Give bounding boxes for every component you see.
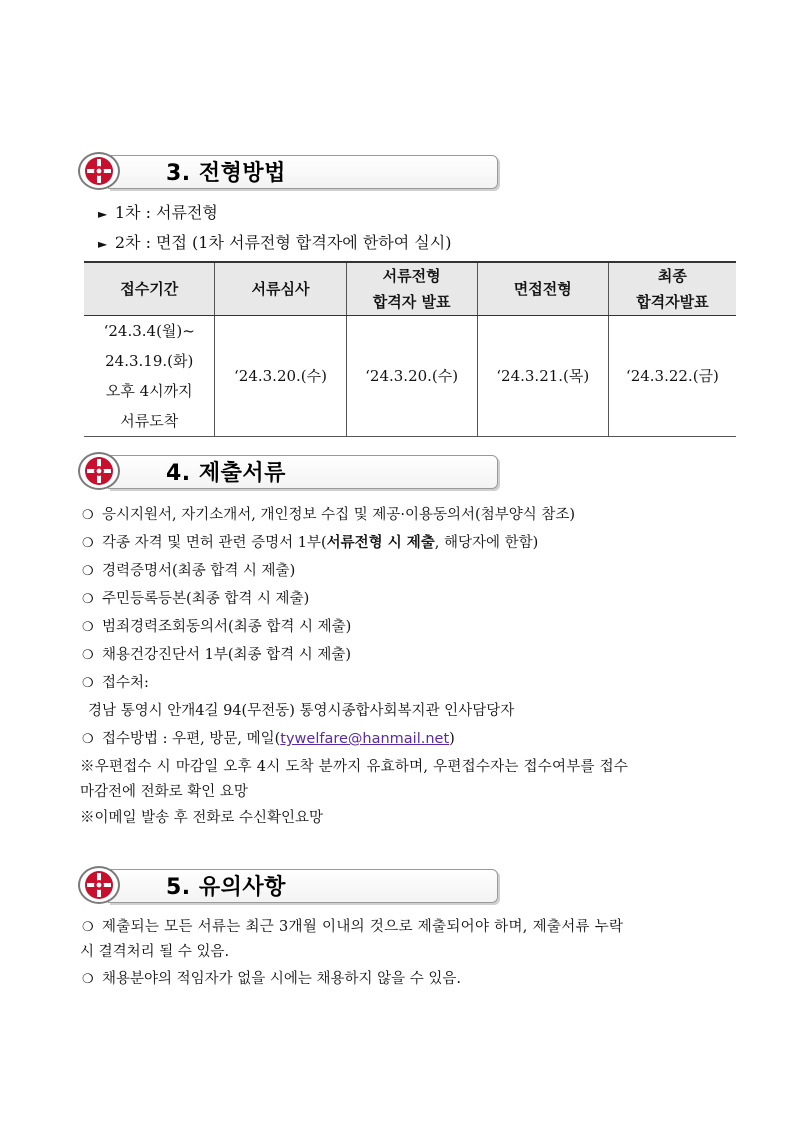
- hollow-circle-bullet-icon: ❍: [82, 620, 94, 635]
- document-item: ❍ 접수처:: [82, 675, 149, 691]
- table-header-cell: 서류전형 합격자 발표: [346, 262, 477, 316]
- table-header-row: [84, 262, 736, 316]
- caution-item: ❍ 채용분야의 적임자가 없을 시에는 채용하지 않을 수 있음.: [82, 971, 462, 987]
- note-text: ※우편접수 시 마감일 오후 4시 도착 분까지 유효하며, 우편접수자는 접수여부를 접수: [80, 759, 629, 775]
- section-3-header: [78, 152, 498, 192]
- selection-step-2: ► 2차 : 면접 (1차 서류전형 합격자에 한하여 실시): [98, 233, 452, 252]
- hollow-circle-bullet-icon: ❍: [82, 972, 94, 987]
- note-text: 마감전에 전화로 확인 요망: [80, 784, 248, 800]
- document-item: ❍ 주민등록등본(최종 합격 시 제출): [82, 591, 310, 607]
- table-cell: ‘24.3.21.(목): [477, 316, 608, 437]
- document-item: ❍ 채용건강진단서 1부(최종 합격 시 제출): [82, 647, 352, 663]
- hollow-circle-bullet-icon: ❍: [82, 676, 94, 691]
- section-4-header: [78, 452, 498, 492]
- hollow-circle-bullet-icon: ❍: [82, 536, 94, 551]
- hollow-circle-bullet-icon: ❍: [82, 508, 94, 523]
- triangle-right-icon: ►: [98, 237, 115, 251]
- caritas-emblem-icon: [78, 866, 120, 904]
- document-item: ❍ 각종 자격 및 면허 관련 증명서 1부(서류전형 시 제출, 해당자에 한함): [82, 534, 539, 551]
- note-text: ※이메일 발송 후 전화로 수신확인요망: [80, 810, 324, 826]
- caution-item: ❍ 제출되는 모든 서류는 최근 3개월 이내의 것으로 제출되어야 하며, 제출서류 누락: [82, 919, 624, 935]
- hollow-circle-bullet-icon: ❍: [82, 648, 94, 663]
- hollow-circle-bullet-icon: ❍: [82, 592, 94, 607]
- table-header-cell: 접수기간: [84, 262, 215, 316]
- caritas-emblem-icon: [78, 152, 120, 190]
- caution-item-continued: 시 결격처리 될 수 있음.: [80, 944, 230, 960]
- selection-step-1: ► 1차 : 서류전형: [98, 203, 218, 222]
- hollow-circle-bullet-icon: ❍: [82, 920, 94, 935]
- table-cell: ‘24.3.22.(금): [608, 316, 736, 437]
- triangle-right-icon: ►: [98, 207, 115, 221]
- table-cell: ‘24.3.20.(수): [215, 316, 346, 437]
- document-item: ❍ 경력증명서(최종 합격 시 제출): [82, 563, 296, 579]
- hollow-circle-bullet-icon: ❍: [82, 564, 94, 579]
- table-row: [84, 316, 736, 437]
- document-item: ❍ 접수방법 : 우편, 방문, 메일(tywelfare@hanmail.net): [82, 731, 455, 747]
- address-text: 경남 통영시 안개4길 94(무전동) 통영시종합사회복지관 인사담당자: [88, 703, 515, 719]
- document-item: ❍ 응시지원서, 자기소개서, 개인정보 수집 및 제공·이용동의서(첨부양식 참조): [82, 507, 576, 523]
- email-link[interactable]: tywelfare@hanmail.net: [280, 731, 450, 747]
- document-item: ❍ 범죄경력조회동의서(최종 합격 시 제출): [82, 619, 352, 635]
- section-5-header: [78, 866, 498, 906]
- table-cell: ‘24.3.20.(수): [346, 316, 477, 437]
- section-title: 5. 유의사항: [166, 875, 286, 900]
- section-title: 3. 전형방법: [166, 161, 286, 186]
- caritas-emblem-icon: [78, 452, 120, 490]
- table-cell: ‘24.3.4(월)~ 24.3.19.(화) 오후 4시까지 서류도착: [84, 316, 215, 437]
- table-header-cell: 최종 합격자발표: [608, 262, 736, 316]
- table-header-cell: 서류심사: [215, 262, 346, 316]
- table-header-cell: 면접전형: [477, 262, 608, 316]
- hollow-circle-bullet-icon: ❍: [82, 732, 94, 747]
- section-title: 4. 제출서류: [166, 461, 286, 486]
- schedule-table: [84, 261, 736, 437]
